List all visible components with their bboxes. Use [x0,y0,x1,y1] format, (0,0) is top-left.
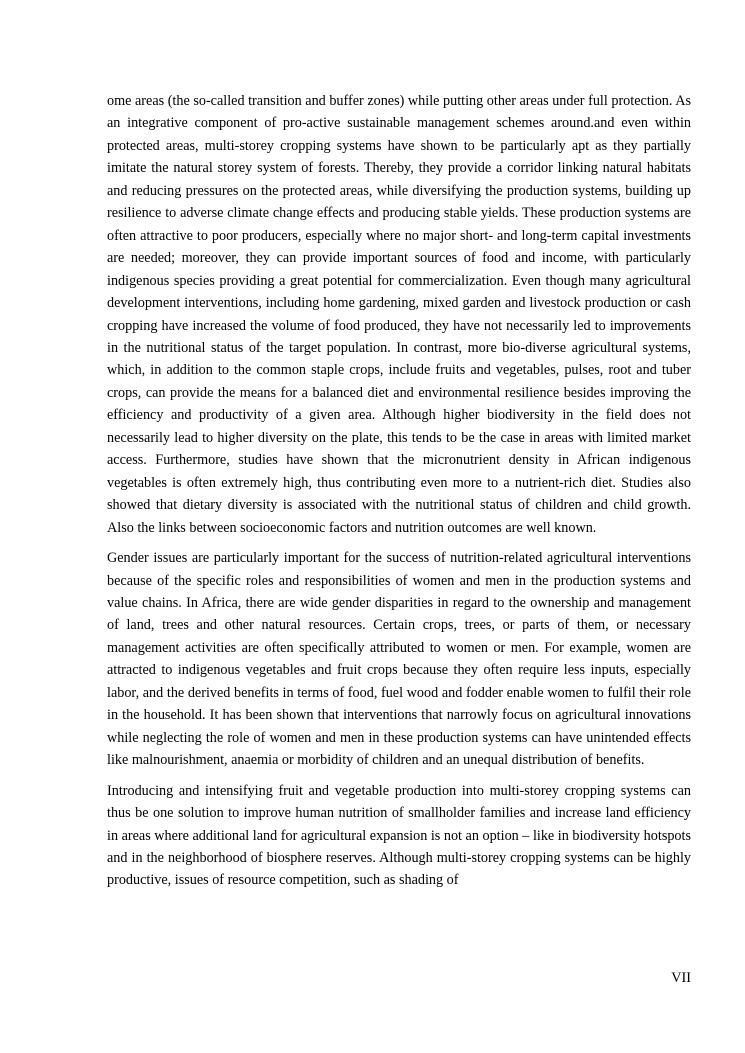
paragraph-biodiversity-cropping: ome areas (the so-called transition and buffer zones) while putting other areas under full protection. As an integrative component of pro-active sustainable management schemes around.and even within protected areas, multi-storey cropping systems have shown to be particularly apt as they partially imitate the natural storey system of forests. Thereby, they provide a corridor linking natural habitats and reducing pressures on the protected areas, while diversifying the production systems, building up resilience to adverse climate change effects and producing stable yields. These production systems are often attractive to poor producers, especially where no major short- and long-term capital investments are needed; moreover, they can provide important sources of food and income, with particularly indigenous species providing a great potential for commercialization. Even though many agricultural development interventions, including home gardening, mixed garden and livestock production or cash cropping have increased the volume of food produced, they have not necessarily led to improvements in the nutritional status of the target population. In contrast, more bio-diverse agricultural systems, which, in addition to the common staple crops, include fruits and vegetables, pulses, root and tuber crops, can provide the means for a balanced diet and environmental resilience besides improving the efficiency and productivity of a given area. Although higher biodiversity in the field does not necessarily lead to higher diversity on the plate, this tends to be the case in areas with limited market access. Furthermore, studies have shown that the micronutrient density in African indigenous vegetables is often extremely high, thus contributing even more to a nutrient-rich diet. Studies also showed that dietary diversity is associated with the nutritional status of children and child growth. Also the links between socioeconomic factors and nutrition outcomes are well known. [107,93,691,536]
page-number: VII [671,970,691,986]
body-text [107,90,691,900]
paragraph-multi-storey-production: Introducing and intensifying fruit and vegetable production into multi-storey cropping systems can thus be one solution to improve human nutrition of smallholder families and increase land efficiency in areas where additional land for agricultural expansion is not an option – like in biodiversity hotspots and in the neighborhood of biosphere reserves. Although multi-storey cropping systems can be highly productive, issues of resource competition, such as shading of [107,782,691,889]
paragraph-gender-issues: Gender issues are particularly important for the success of nutrition-related agricultural interventions because of the specific roles and responsibilities of women and men in the production systems and value chains. In Africa, there are wide gender disparities in regard to the ownership and management of land, trees and other natural resources. Certain crops, trees, or parts of them, or necessary management activities are often specifically attributed to women or men. For example, women are attracted to indigenous vegetables and fruit crops because they often require less inputs, especially labor, and the derived benefits in terms of food, fuel wood and fodder enable women to fulfil their role in the household. It has been shown that interventions that narrowly focus on agricultural innovations while neglecting the role of women and men in these production systems can have unintended effects like malnourishment, anaemia or morbidity of children and an unequal distribution of benefits. [107,550,691,769]
